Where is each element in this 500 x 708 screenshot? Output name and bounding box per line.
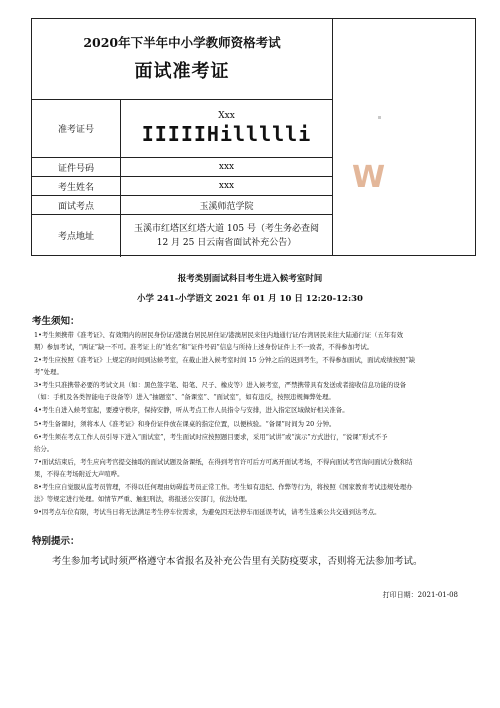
row-exam-address <box>32 215 332 257</box>
notice-item <box>34 507 474 521</box>
admission-card <box>31 18 476 256</box>
print-date: 打印日期：2021-01-08 <box>382 591 458 599</box>
notice-title: 考生须知： <box>32 316 80 327</box>
notice-line: 给分。 <box>34 444 54 453</box>
notice-line: 7•面试结束后，考生应向考官提交抽取的面试试题及备课纸，在得到考官许可后方可离开面试考场，不得向面试考官询问面试分数和结 <box>34 458 413 466</box>
exam-title: 2020年下半年中小学教师资格考试 <box>83 35 281 50</box>
photo-watermark: W <box>352 160 384 195</box>
photo-area-dot <box>378 116 381 119</box>
address-line-1: 玉溪市红塔区红塔大道 105 号（考生务必查阅 <box>134 223 319 234</box>
row-ticket-number <box>32 100 332 158</box>
notice-list <box>34 330 474 521</box>
value-exam-address <box>121 215 333 257</box>
value-ticket-number <box>121 100 333 158</box>
ticket-barcode: IIIIIHillllli <box>141 122 312 146</box>
photo-divider <box>332 19 333 255</box>
notice-line: 6•考生须在考点工作人员引导下进入“面试室”，考生面试时应按照题目要求，采用“试讲”或“演示”方式进行，“说课”形式不予 <box>34 433 388 441</box>
notice-item <box>34 432 474 457</box>
section-title: 报考类别面试科目考生进入候考室时间 <box>177 274 323 284</box>
row-name <box>32 177 332 196</box>
notice-item <box>34 457 474 482</box>
value-id-number: xxx <box>121 158 333 177</box>
notice-line: 3•考生只准携带必要的考试文具（如：黑色签字笔、铅笔、尺子、橡皮等）进入候考室，严禁携带具有发送或者接收信息功能的设备 <box>34 381 407 389</box>
notice-line: 8•考生应自觉服从监考员管理，不得以任何理由妨碍监考员正常工作。考生如有违纪、作弊等行为，将按照《国家教育考试违规处理办 <box>34 483 413 491</box>
row-exam-site <box>32 196 332 215</box>
info-table <box>32 99 332 257</box>
notice-line: 4•考生自进入候考室起，要遵守秩序，保持安静，听从考点工作人员指令与安排，进入指定区域做好相关准备。 <box>34 406 349 414</box>
label-exam-address: 考点地址 <box>32 215 121 257</box>
card-title: 面试准考证 <box>134 61 230 82</box>
notice-line: 5•考生备课时，须将本人《准考证》和身份证件放在课桌的指定位置，以便核验。“备课”时间为 20 分钟。 <box>34 419 336 428</box>
label-exam-site: 面试考点 <box>32 196 121 215</box>
notice-line: 考”处理。 <box>34 367 63 376</box>
notice-line: 1•考生须携带《准考证》、有效期内的居民身份证/港澳台居民居住证/港澳居民来往内地通行证/台湾居民来往大陆通行证（五年有效 <box>34 331 403 339</box>
value-exam-site: 玉溪师范学院 <box>121 196 333 215</box>
notice-line: （如：手机及各类智能电子设备等）进入“抽题室”、“备课室”、“面试室”，如有违反，按照违规舞弊处理。 <box>34 392 335 401</box>
label-ticket-number: 准考证号 <box>32 100 121 158</box>
notice-item <box>34 330 474 355</box>
notice-item <box>34 380 474 405</box>
notice-item <box>34 355 474 380</box>
label-id-number: 证件号码 <box>32 158 121 177</box>
session-time: 小学 241-小学语文 2021 年 01 月 10 日 12:20-12:30 <box>137 294 363 304</box>
special-text: 考生参加考试时须严格遵守本省报名及补充公告里有关防疫要求，否则将无法参加考试。 <box>52 556 423 567</box>
notice-line: 期）参加考试，“两证”缺一不可。准考证上的“姓名”和“证件号码”信息与所持上述身份证件上不一致者，不得参加考试。 <box>34 342 374 351</box>
row-id-number <box>32 158 332 177</box>
notice-line: 9•因考点车位有限，考试当日将无法满足考生停车位需求，为避免因无法停车而延误考试，请考生选乘公共交通到达考点。 <box>34 508 381 516</box>
value-name: xxx <box>121 177 333 196</box>
ticket-number-text: Xxx <box>218 111 235 121</box>
notice-line: 果，不得在考场附近大声喧哗。 <box>34 469 124 478</box>
address-line-2: 12 月 25 日云南省面试补充公告） <box>156 237 297 248</box>
notice-item <box>34 419 474 433</box>
notice-line: 法》等规定进行处理。如情节严重、触犯刑法，将报送公安部门，依法处理。 <box>34 494 252 503</box>
special-title: 特别提示： <box>32 536 80 547</box>
notice-item <box>34 482 474 507</box>
label-name: 考生姓名 <box>32 177 121 196</box>
notice-line: 2•考生应按照《准考证》上规定的时间到达候考室，在截止进入候考室时间 15 分钟之后的迟到考生，不得参加面试，面试成绩按照“缺 <box>34 356 416 364</box>
notice-item <box>34 405 474 419</box>
